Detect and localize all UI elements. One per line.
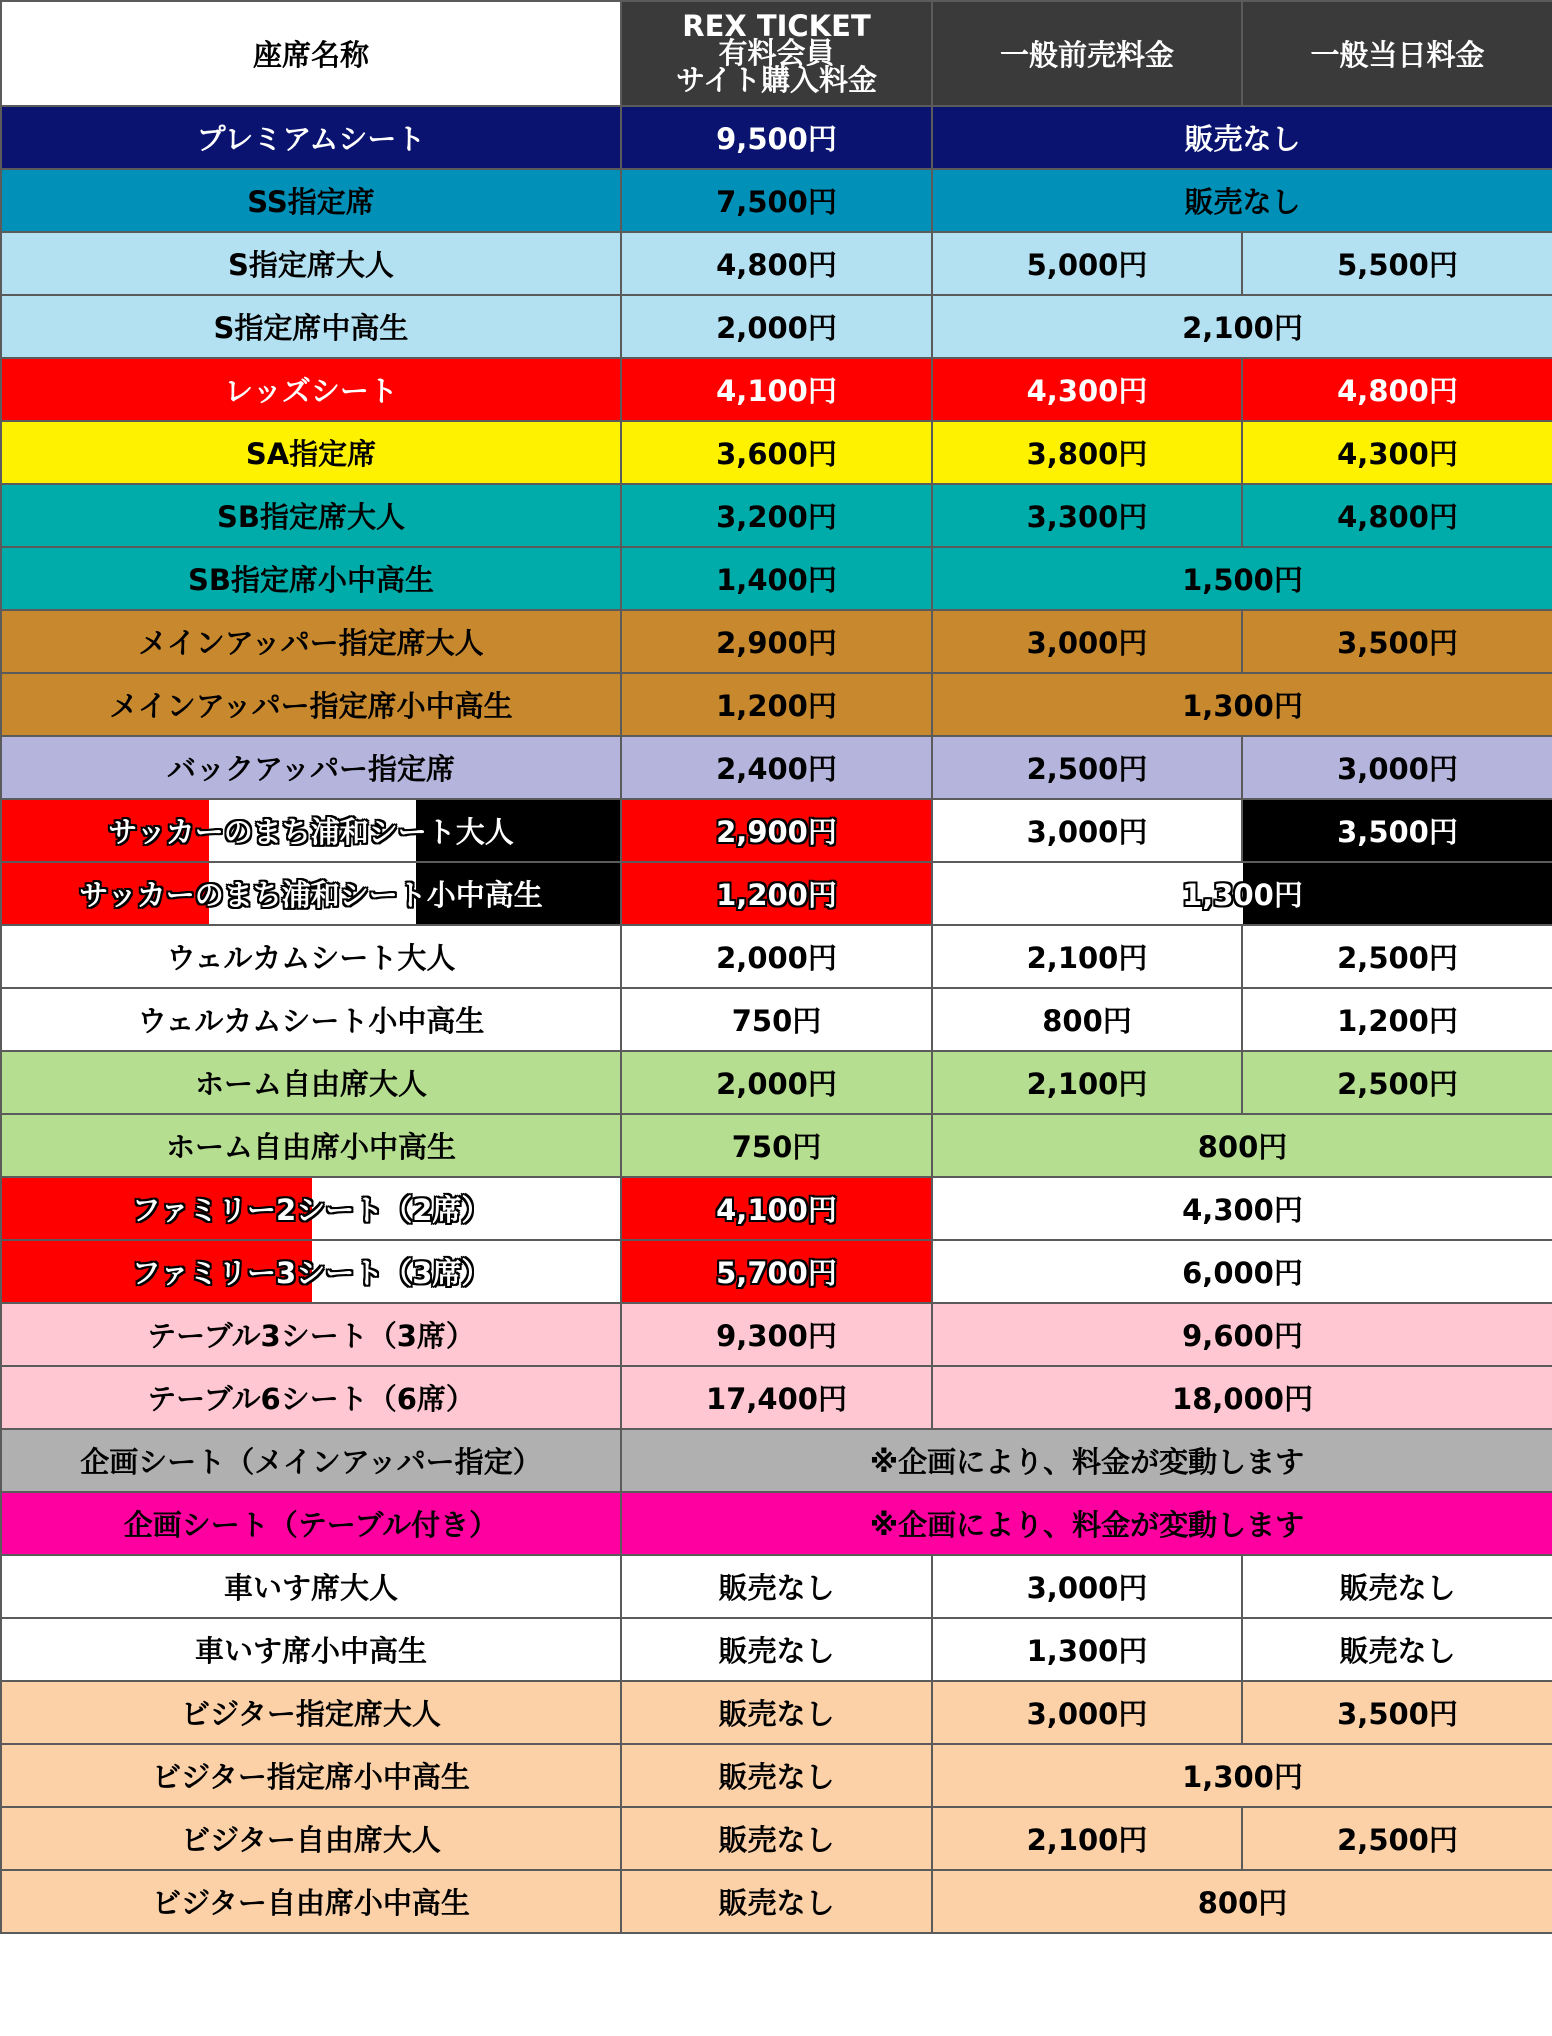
price-note: ※企画により、料金が変動します [621,1429,1552,1492]
table-row [1,736,1552,799]
table-row [1,1870,1552,1933]
seat-name: ビジター自由席小中高生 [1,1870,621,1933]
price-rex: 2,400円 [621,736,932,799]
price-advance: 5,000円 [932,232,1242,295]
table-row [1,1807,1552,1870]
price-rex: 販売なし [621,1681,932,1744]
price-rex: 4,100円 [621,358,932,421]
price-same-day: 販売なし [1242,1555,1552,1618]
table-row [1,295,1552,358]
price-advance: 3,000円 [932,1681,1242,1744]
seat-name: サッカーのまち浦和シート大人 [1,799,621,862]
table-row [1,988,1552,1051]
table-row [1,1177,1552,1240]
header-rex-ticket [621,1,932,106]
price-rex: 750円 [621,988,932,1051]
table-row [1,1303,1552,1366]
seat-name: ビジター指定席小中高生 [1,1744,621,1807]
price-advance: 4,300円 [932,358,1242,421]
price-same-day: 3,500円 [1242,1681,1552,1744]
price-advance: 3,000円 [932,799,1242,862]
seat-name: SB指定席小中高生 [1,547,621,610]
table-row [1,862,1552,925]
table-row [1,1366,1552,1429]
seat-name: メインアッパー指定席小中高生 [1,673,621,736]
seat-name: ファミリー2シート（2席） [1,1177,621,1240]
price-same-day: 3,500円 [1242,799,1552,862]
price-rex: 1,400円 [621,547,932,610]
price-rex: 2,900円 [621,610,932,673]
table-row [1,232,1552,295]
price-rex: 2,000円 [621,295,932,358]
price-same-day: 4,800円 [1242,358,1552,421]
price-rex: 販売なし [621,1555,932,1618]
table-row [1,421,1552,484]
seat-name: 企画シート（メインアッパー指定） [1,1429,621,1492]
seat-name: 企画シート（テーブル付き） [1,1492,621,1555]
table-row [1,358,1552,421]
price-general: 6,000円 [932,1240,1552,1303]
seat-name: プレミアムシート [1,106,621,169]
header-rex-line2: 有料会員 [718,36,835,70]
price-general: 2,100円 [932,295,1552,358]
table-row [1,799,1552,862]
price-general: 800円 [932,1114,1552,1177]
price-general: 18,000円 [932,1366,1552,1429]
price-rex: 2,000円 [621,925,932,988]
seat-name: SA指定席 [1,421,621,484]
price-general: 800円 [932,1870,1552,1933]
price-rex: 2,000円 [621,1051,932,1114]
table-row [1,673,1552,736]
price-rex: 5,700円 [621,1240,932,1303]
price-general: 販売なし [932,106,1552,169]
price-same-day: 4,300円 [1242,421,1552,484]
seat-name: ホーム自由席大人 [1,1051,621,1114]
header-seat-name: 座席名称 [1,1,621,106]
table-row [1,1429,1552,1492]
seat-name: テーブル3シート（3席） [1,1303,621,1366]
seat-name: S指定席大人 [1,232,621,295]
price-rex: 3,600円 [621,421,932,484]
price-rex: 販売なし [621,1870,932,1933]
price-rex: 4,800円 [621,232,932,295]
price-advance: 2,500円 [932,736,1242,799]
seat-name: ウェルカムシート小中高生 [1,988,621,1051]
table-row [1,169,1552,232]
price-advance: 3,300円 [932,484,1242,547]
price-same-day: 1,200円 [1242,988,1552,1051]
seat-name: 車いす席大人 [1,1555,621,1618]
seat-name: メインアッパー指定席大人 [1,610,621,673]
table-row [1,106,1552,169]
price-same-day: 2,500円 [1242,1051,1552,1114]
seat-name: ビジター自由席大人 [1,1807,621,1870]
table-row [1,1555,1552,1618]
price-rex: 2,900円 [621,799,932,862]
header-row [1,1,1552,106]
price-rex: 3,200円 [621,484,932,547]
header-rex-line3: サイト購入料金 [676,63,877,97]
seat-name: バックアッパー指定席 [1,736,621,799]
price-rex: 7,500円 [621,169,932,232]
table-row [1,1051,1552,1114]
table-row [1,1114,1552,1177]
seat-name: サッカーのまち浦和シート小中高生 [1,862,621,925]
price-advance: 3,000円 [932,610,1242,673]
price-general: 1,500円 [932,547,1552,610]
price-rex: 1,200円 [621,673,932,736]
price-same-day: 販売なし [1242,1618,1552,1681]
seat-name: ビジター指定席大人 [1,1681,621,1744]
price-same-day: 4,800円 [1242,484,1552,547]
header-rex-line1: REX TICKET [682,9,871,43]
price-same-day: 2,500円 [1242,925,1552,988]
price-rex: 販売なし [621,1618,932,1681]
price-advance: 3,000円 [932,1555,1242,1618]
price-rex: 17,400円 [621,1366,932,1429]
table-row [1,610,1552,673]
seat-name: ウェルカムシート大人 [1,925,621,988]
table-row [1,1240,1552,1303]
price-rex: 750円 [621,1114,932,1177]
table-row [1,1744,1552,1807]
price-general: 4,300円 [932,1177,1552,1240]
seat-name: テーブル6シート（6席） [1,1366,621,1429]
header-advance: 一般前売料金 [932,1,1242,106]
price-rex: 販売なし [621,1744,932,1807]
seat-name: SB指定席大人 [1,484,621,547]
price-rex: 1,200円 [621,862,932,925]
price-same-day: 2,500円 [1242,1807,1552,1870]
price-advance: 3,800円 [932,421,1242,484]
table-row [1,1492,1552,1555]
header-same-day: 一般当日料金 [1242,1,1552,106]
price-general: 1,300円 [932,862,1552,925]
table-row [1,484,1552,547]
price-general: 9,600円 [932,1303,1552,1366]
price-advance: 800円 [932,988,1242,1051]
price-rex: 4,100円 [621,1177,932,1240]
price-advance: 2,100円 [932,925,1242,988]
price-rex: 9,300円 [621,1303,932,1366]
price-same-day: 3,000円 [1242,736,1552,799]
price-note: ※企画により、料金が変動します [621,1492,1552,1555]
price-advance: 2,100円 [932,1807,1242,1870]
seat-name: 車いす席小中高生 [1,1618,621,1681]
price-advance: 2,100円 [932,1051,1242,1114]
price-same-day: 5,500円 [1242,232,1552,295]
seat-name: ファミリー3シート（3席） [1,1240,621,1303]
price-rex: 販売なし [621,1807,932,1870]
seat-name: ホーム自由席小中高生 [1,1114,621,1177]
price-general: 1,300円 [932,673,1552,736]
table-row [1,547,1552,610]
table-row [1,1681,1552,1744]
seat-name: S指定席中高生 [1,295,621,358]
price-general: 1,300円 [932,1744,1552,1807]
table-row [1,925,1552,988]
seat-name: SS指定席 [1,169,621,232]
table-row [1,1618,1552,1681]
price-advance: 1,300円 [932,1618,1242,1681]
price-rex: 9,500円 [621,106,932,169]
price-same-day: 3,500円 [1242,610,1552,673]
price-general: 販売なし [932,169,1552,232]
seat-name: レッズシート [1,358,621,421]
